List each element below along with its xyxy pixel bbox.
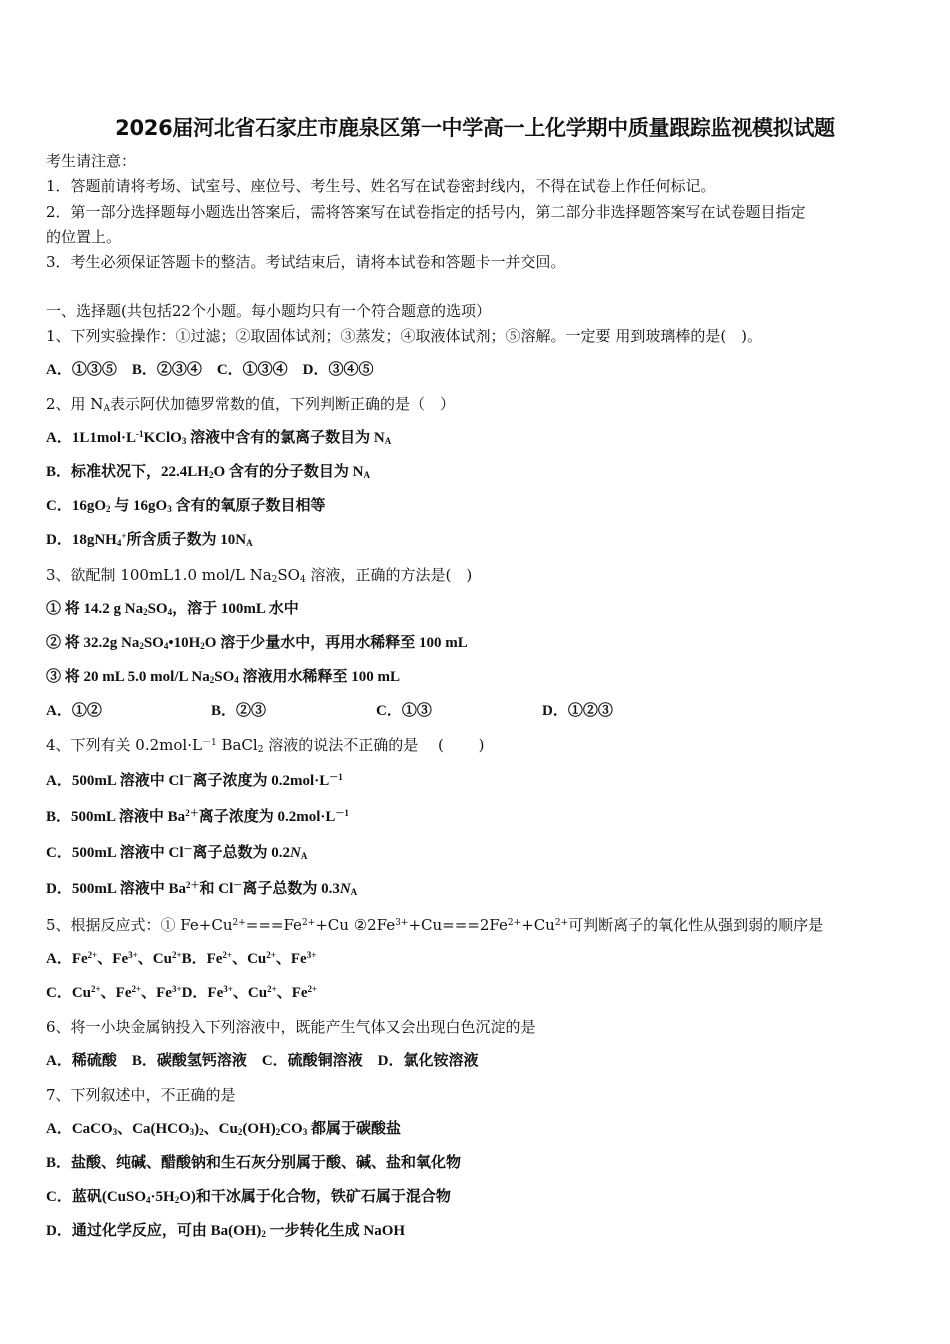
notice-item-3: 3．考生必须保证答题卡的整洁。考试结束后，请将本试卷和答题卡一并交回。 [46, 253, 566, 271]
notice-heading: 考生请注意： [46, 152, 137, 170]
q5-stem: 5、根据反应式：① $Fe+Cu^{2+}===Fe^{2+}+Cu$ $②2Fe^{3+}+Cu===2Fe^{2+}+Cu^{2+}$可判断离子的氧化性从强到弱的顺序是 [46, 916, 824, 934]
q6-options: A．稀硫酸 B．碳酸氢钙溶液 C．硫酸铜溶液 D．氯化铵溶液 [46, 1053, 479, 1069]
q2-option-a: A．$1L1mol\cdot L^{-1}KClO_3$ 溶液中含有的氯离子数目为 $N_A$ [46, 429, 392, 446]
q4-option-c: C．500mL 溶液中 Cl－离子总数为 $0.2N_A$ [46, 844, 308, 861]
q6-stem: 6、将一小块金属钠投入下列溶液中，既能产生气体又会出现白色沉淀的是 [46, 1018, 536, 1036]
q3-option-b: B．②③ [211, 703, 267, 719]
page-title: 2026届河北省石家庄市鹿泉区第一中学高一上化学期中质量跟踪监视模拟试题 [115, 116, 835, 140]
q4-option-a: A．500mL 溶液中 Cl－离子浓度为 $0.2mol\cdot L^{-1}$ [46, 772, 343, 789]
q4-option-b: B．500mL 溶液中 $Ba^{2+}$离子浓度为 $0.2mol\cdot L^{-1}$ [46, 808, 349, 825]
q3-statement-2: ② 将 32.2g $Na_2SO_4•10H_2O$ 溶于少量水中，再用水稀释至 100 mL [46, 635, 468, 651]
notice-item-2: 2．第一部分选择题每小题选出答案后，需将答案写在试卷指定的括号内，第二部分非选择题答案写在试卷题目指定 [46, 203, 806, 221]
q7-option-b: B．盐酸、纯碱、醋酸钠和生石灰分别属于酸、碱、盐和氧化物 [46, 1155, 462, 1171]
q2-stem: 2、用 $N_A$表示阿伏加德罗常数的值，下列判断正确的是（ ） [46, 395, 455, 414]
notice-item-1: 1．答题前请将考场、试室号、座位号、考生号、姓名写在试卷密封线内，不得在试卷上作任何标记。 [46, 177, 716, 195]
q4-option-d: D．500mL 溶液中 $Ba^{2+}$和 Cl－离子总数为 $0.3N_A$ [46, 880, 358, 897]
q7-option-d: D．通过化学反应，可由 $Ba(OH)_2$ 一步转化生成 NaOH [46, 1223, 406, 1239]
section-heading: 一、选择题(共包括22个小题。每小题均只有一个符合题意的选项） [46, 302, 491, 320]
notice-item-2-cont: 的位置上。 [46, 228, 122, 246]
q3-option-a: A．①② [46, 703, 102, 719]
q7-option-c: C．蓝矾$(CuSO_4\cdot 5H_2O)$和干冰属于化合物，铁矿石属于混合物 [46, 1189, 451, 1205]
q2-option-b: B．标准状况下，$22.4LH_2O$ 含有的分子数目为 $N_A$ [46, 464, 370, 480]
q2-option-d: D．18gNH$_4$+所含质子数为 $10N_A$ [46, 531, 253, 548]
q1-options: A．①③⑤ B．②③④ C．①③④ D．③④⑤ [46, 362, 374, 378]
q7-stem: 7、下列叙述中，不正确的是 [46, 1086, 236, 1104]
q5-options-ab: A．$Fe^{2+}$、$Fe^{3+}$、$Cu^{2+}B$．$Fe^{2+}$、$Cu^{2+}$、$Fe^{3+}$ [46, 950, 317, 967]
q5-options-cd: C．$Cu^{2+}$、$Fe^{2+}$、$Fe^{3+}D$．$Fe^{3+}$、$Cu^{2+}$、$Fe^{2+}$ [46, 984, 318, 1001]
q1-stem: 1、下列实验操作：①过滤；②取固体试剂；③蒸发；④取液体试剂；⑤溶解。一定要 用到玻璃棒的是( )。 [46, 327, 763, 345]
q7-option-a: A．CaCO$_3$、$Ca(HCO_3)_2$、$Cu_2(OH)_2CO_3$ 都属于碳酸盐 [46, 1121, 401, 1137]
q3-statement-3: ③ 将 20 mL 5.0 mol/L $Na_2SO_4$ 溶液用水稀释至 100 mL [46, 669, 401, 685]
q3-statement-1: ① 将 14.2 g $Na_2SO_4$，溶于 100mL 水中 [46, 601, 299, 617]
q4-stem: 4、下列有关 $0.2mol\cdot L^{-1}$ BaCl$_2$ 溶液的说法不正确的是 ( ) [46, 736, 485, 755]
q3-option-c: C．①③ [376, 703, 432, 719]
q2-option-c: C．$16gO_2$ 与 $16gO_3$ 含有的氧原子数目相等 [46, 498, 326, 514]
q3-stem: 3、欲配制 100mL1.0 mol/L $Na_2SO_4$ 溶液，正确的方法是( ) [46, 566, 473, 585]
q3-option-d: D．①②③ [542, 703, 613, 719]
